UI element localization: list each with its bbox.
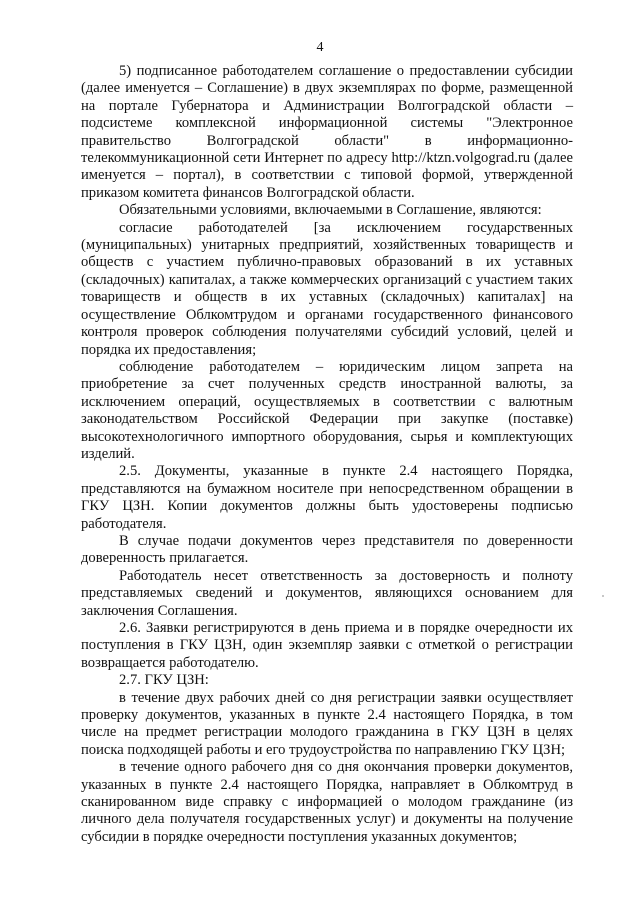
paragraph-signed-agreement: 5) подписанное работодателем соглашение о предоставлении субсидии (далее именуется – Соглашение) в двух экземплярах по форме, размещенной на портале Губернатора и Администрации Волгоградской области – подсистеме комплексной информационной системы "Электронное правительство Волгоградской области" в информационно-телекоммуникационной сети Интернет по адресу http://ktzn.volgograd.ru (далее именуется – портал), в соответствии с типовой формой, утвержденной приказом комитета финансов Волгоградской области. <box>81 63 573 201</box>
paragraph-document-check: в течение двух рабочих дней со дня регистрации заявки осуществляет проверку документов, указанных в пункте 2.4 настоящего Порядка, в том числе на предмет регистрации молодого гражданина в ГКУ ЦЗН в целях поиска подходящей работы и его трудоустройства по направлению ГКУ ЦЗН; <box>81 689 573 758</box>
paragraph-section-2-5: 2.5. Документы, указанные в пункте 2.4 настоящего Порядка, представляются на бумажном носителе при непосредственном обращении в ГКУ ЦЗН. Копии документов должны быть удостоверены подписью работодателя. <box>81 463 573 532</box>
scan-mark <box>602 595 604 597</box>
paragraph-employer-responsibility: Работодатель несет ответственность за достоверность и полноту представляемых сведений и документов, являющихся основанием для заключения Соглашения. <box>81 567 573 619</box>
paragraph-send-to-oblkomtrud: в течение одного рабочего дня со дня окончания проверки документов, указанных в пункте 2.4 настоящего Порядка, направляет в Облкомтруд в сканированном виде справку с информацией о молодом гражданине (из личного дела получателя государственных услуг) и документы на получение субсидии в порядке очередности поступления указанных документов; <box>81 759 573 845</box>
paragraph-section-2-7-heading: 2.7. ГКУ ЦЗН: <box>119 672 209 689</box>
page-number: 4 <box>316 40 324 55</box>
paragraph-power-of-attorney: В случае подачи документов через представителя по доверенности доверенность прилагается. <box>81 532 573 567</box>
document-body <box>81 63 573 846</box>
paragraph-mandatory-conditions: Обязательными условиями, включаемыми в Соглашение, являются: <box>119 202 542 219</box>
paragraph-currency-prohibition: соблюдение работодателем – юридическим лицом запрета на приобретение за счет полученных средств иностранной валюты, за исключением операций, осуществляемых в соответствии с валютным законодательством Российской Федерации при закупке (поставке) высокотехнологичного импортного оборудования, сырья и комплектующих изделий. <box>81 358 573 462</box>
paragraph-section-2-6: 2.6. Заявки регистрируются в день приема и в порядке очередности их поступления в ГКУ ЦЗН, один экземпляр заявки с отметкой о регистрации возвращается работодателю. <box>81 620 573 671</box>
paragraph-employer-consent: согласие работодателей [за исключением государственных (муниципальных) унитарных предприятий, хозяйственных товариществ и обществ с участием публично-правовых образований в их уставных (складочных) капиталах, а также коммерческих организаций с участием таких товариществ и обществ в их уставных (складочных) капиталах] на осуществление Облкомтрудом и органами государственного финансового контроля проверок соблюдения получателями субсидий условий, целей и порядка их предоставления; <box>81 219 573 358</box>
